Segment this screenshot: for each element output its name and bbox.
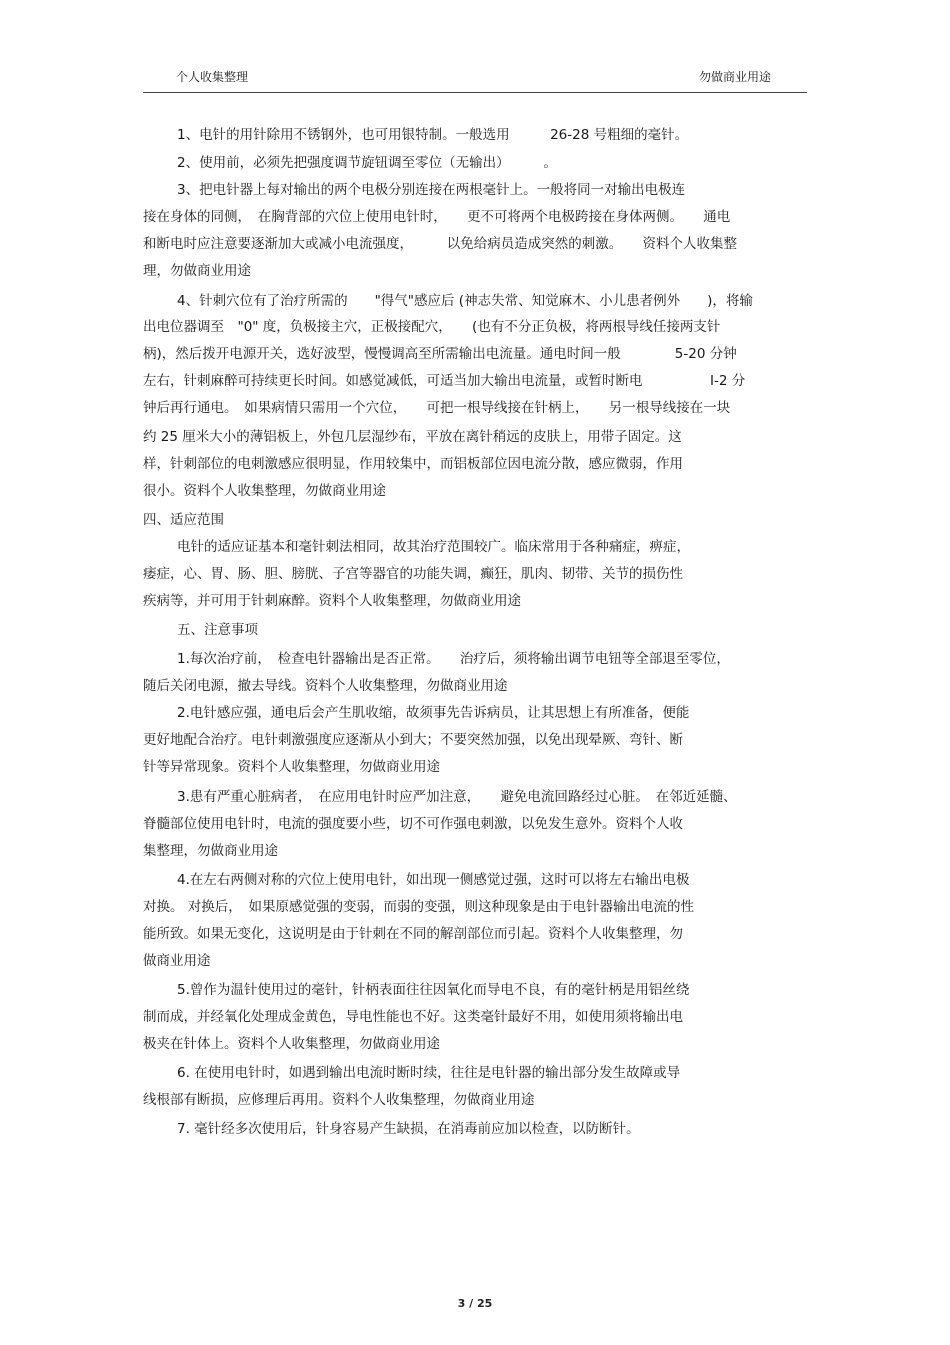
text-line: 更好地配合治疗。电针刺激强度应逐渐从小到大；不要突然加强，以免出现晕厥、弯针、断: [143, 732, 683, 748]
text-line: 左右，针刺麻醉可持续更长时间。如感觉减低，可适当加大输出电流量，或暂时断电 I-2 分: [143, 373, 746, 389]
text-line: 理，勿做商业用途: [143, 263, 251, 279]
text-line: 柄)，然后拨开电源开关，选好波型，慢慢调高至所需输出电流量。通电时间一般 5-20 分钟: [143, 346, 737, 362]
text-line: 6. 在使用电针时，如遇到输出电流时断时续，往往是电针器的输出部分发生故障或导: [177, 1065, 681, 1081]
text-line: 4.在左右两侧对称的穴位上使用电针，如出现一侧感觉过强，这时可以将左右输出电极: [177, 872, 690, 888]
text-line: 3.患有严重心脏病者， 在应用电针时应严加注意， 避免电流回路经过心脏。 在邻近延髓、: [177, 789, 737, 805]
text-line: 1、电针的用针除用不锈钢外，也可用银特制。一般选用 26-28 号粗细的毫针。: [177, 127, 689, 143]
text-line: 痿症，心、胃、肠、胆、膀胱、子宫等器官的功能失调，癫狂，肌肉、韧带、关节的损伤性: [143, 566, 683, 582]
text-line: 制而成，并经氧化处理成金黄色，导电性能也不好。这类毫针最好不用，如使用须将输出电: [143, 1009, 683, 1025]
text-line: 7. 毫针经多次使用后，针身容易产生缺损，在消毒前应加以检查，以防断针。: [177, 1121, 640, 1137]
text-line: 集整理，勿做商业用途: [143, 843, 278, 859]
text-line: 3、把电针器上每对输出的两个电极分别连接在两根毫针上。一般将同一对输出电极连: [177, 182, 686, 198]
text-line: 针等异常现象。资料个人收集整理，勿做商业用途: [143, 759, 440, 775]
text-line: 约 25 厘米大小的薄铝板上，外包几层湿纱布，平放在离针稍远的皮肤上，用带子固定。这: [143, 429, 682, 445]
text-line: 随后关闭电源，撤去导线。资料个人收集整理，勿做商业用途: [143, 678, 508, 694]
text-line: 疾病等，并可用于针刺麻醉。资料个人收集整理，勿做商业用途: [143, 593, 521, 609]
text-line: 5.曾作为温针使用过的毫针，针柄表面往往因氧化而导电不良，有的毫针柄是用铝丝绕: [177, 982, 690, 998]
text-line: 4、针刺穴位有了治疗所需的 "得气"感应后 (神志失常、知觉麻木、小儿患者例外 )，将输: [177, 293, 753, 309]
header-left-text: 个人收集整理: [176, 70, 249, 84]
section-heading: 五、注意事项: [177, 622, 258, 638]
text-line: 对换。 对换后， 如果原感觉强的变弱，而弱的变强，则这种现象是由于电针器输出电流的性: [143, 899, 695, 915]
text-line: 脊髓部位使用电针时，电流的强度要小些，切不可作强电刺激，以免发生意外。资料个人收: [143, 816, 683, 832]
text-line: 样，针刺部位的电刺激感应很明显，作用较集中，而铝板部位因电流分散，感应微弱，作用: [143, 456, 683, 472]
text-line: 很小。资料个人收集整理，勿做商业用途: [143, 483, 386, 499]
text-line: 电针的适应证基本和毫针刺法相同，故其治疗范围较广。临床常用于各种痛症，痹症，: [177, 539, 690, 555]
text-line: 出电位器调至 "0" 度，负极接主穴，正极接配穴， (也有不分正负极，将两根导线任接两支针: [143, 319, 721, 335]
text-line: 能所致。如果无变化，这说明是由于针刺在不同的解剖部位而引起。资料个人收集整理，勿: [143, 926, 683, 942]
section-heading: 四、适应范围: [143, 512, 224, 528]
text-line: 钟后再行通电。 如果病情只需用一个穴位， 可把一根导线接在针柄上， 另一根导线接在一块: [143, 400, 731, 416]
text-line: 2、使用前，必须先把强度调节旋钮调至零位（无输出） 。: [177, 155, 557, 171]
page-number: 3 / 25: [457, 1297, 493, 1310]
text-line: 线根部有断损，应修理后再用。资料个人收集整理，勿做商业用途: [143, 1092, 535, 1108]
text-line: 做商业用途: [143, 953, 211, 969]
text-line: 极夹在针体上。资料个人收集整理，勿做商业用途: [143, 1036, 440, 1052]
text-line: 1.每次治疗前， 检查电针器输出是否正常。 治疗后，须将输出调节电钮等全部退至零位，: [177, 651, 730, 667]
text-line: 接在身体的同侧， 在胸背部的穴位上使用电针时， 更不可将两个电极跨接在身体两侧。 通电: [143, 209, 731, 225]
header-right-text: 勿做商业用途: [698, 70, 771, 84]
text-line: 和断电时应注意要逐渐加大或减小电流强度， 以免给病员造成突然的刺激。 资料个人收集整: [143, 236, 737, 252]
text-line: 2.电针感应强，通电后会产生肌收缩，故须事先告诉病员，让其思想上有所准备，便能: [177, 705, 690, 721]
